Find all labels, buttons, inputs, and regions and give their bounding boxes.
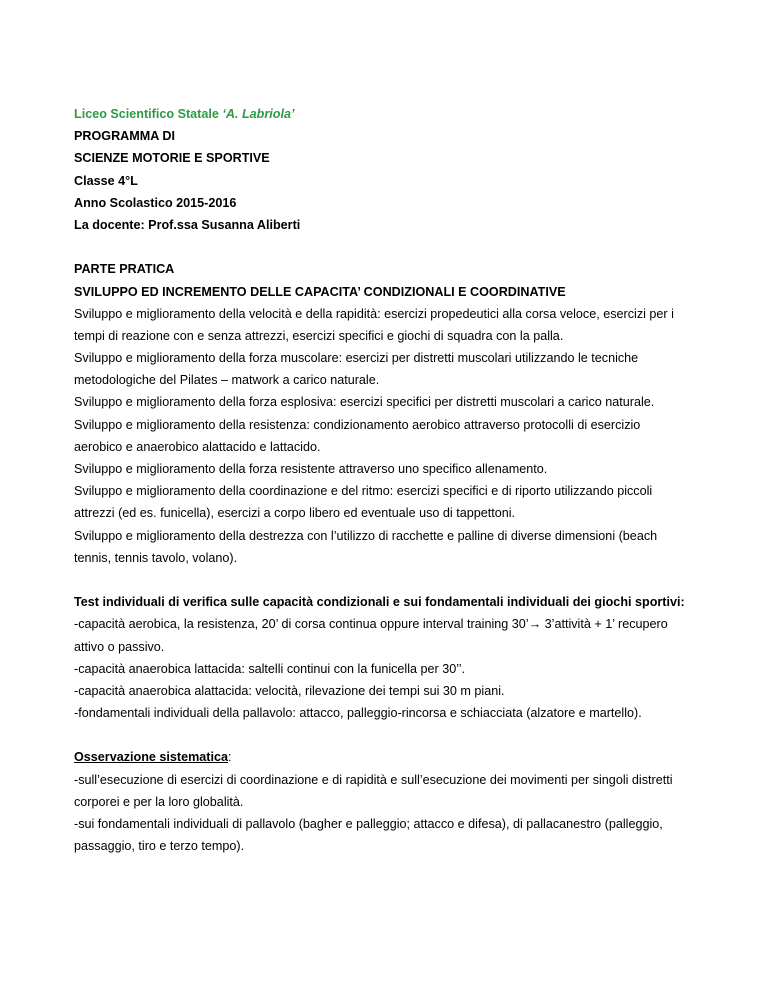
- practical-section-title: PARTE PRATICA: [74, 262, 175, 277]
- practical-line: Sviluppo e miglioramento della coordinazione e del ritmo: esercizi specifici e di riporto utilizzando piccoli: [74, 484, 653, 499]
- program-subject: SCIENZE MOTORIE E SPORTIVE: [74, 151, 270, 166]
- observation-title: Osservazione sistematica: [74, 750, 229, 765]
- practical-line: Sviluppo e miglioramento della forza esplosiva: esercizi specifici per distretti muscolari a carico naturale.: [74, 395, 655, 410]
- observation-line: passaggio, tiro e terzo tempo).: [74, 839, 245, 854]
- school-name: Liceo Scientifico Statale: [74, 107, 219, 121]
- practical-subtitle: SVILUPPO ED INCREMENTO DELLE CAPACITA’ CONDIZIONALI E COORDINATIVE: [74, 284, 566, 299]
- practical-line: Sviluppo e miglioramento della resistenza: condizionamento aerobico attraverso protocolli di esercizio: [74, 417, 641, 432]
- tests-title: Test individuali di verifica sulle capacità condizionali e sui fondamentali individuali dei giochi sportivi:: [74, 595, 685, 610]
- teacher-name: La docente: Prof.ssa Susanna Aliberti: [74, 217, 301, 232]
- school-name-line: [74, 103, 728, 125]
- practical-line: Sviluppo e miglioramento della forza resistente attraverso uno specifico allenamento.: [74, 462, 548, 476]
- tests-line: -fondamentali individuali della pallavolo: attacco, palleggio-rincorsa e schiacciata (alzatore e martello).: [74, 706, 642, 721]
- observation-line: corporei e per la loro globalità.: [74, 794, 244, 809]
- practical-line: Sviluppo e miglioramento della velocità e della rapidità: esercizi propedeutici alla corsa veloce, esercizi per i: [74, 306, 674, 321]
- tests-line: -capacità anaerobica lattacida: saltelli continui con la funicella per 30’’.: [74, 661, 466, 676]
- practical-line: attrezzi (ed es. funicella), esercizi a corpo libero ed eventuale uso di tappettoni.: [74, 506, 516, 521]
- observation-line: -sull’esecuzione di esercizi di coordinazione e di rapidità e sull’esecuzione dei movimenti per singoli distretti: [74, 772, 673, 787]
- tests-line: -capacità aerobica, la resistenza, 20’ di corsa continua oppure interval training 30’→ 3’attività + 1’ recupero: [74, 617, 668, 632]
- observation-title-line: [74, 746, 728, 768]
- observation-colon: :: [228, 750, 232, 765]
- tests-line: attivo o passivo.: [74, 639, 165, 654]
- school-year: Anno Scolastico 2015-2016: [74, 195, 237, 210]
- practical-line: metodologiche del Pilates – matwork a carico naturale.: [74, 373, 380, 388]
- practical-line: tempi di reazione con e senza attrezzi, esercizi specifici e giochi di squadra con la palla.: [74, 328, 564, 343]
- tests-line: -capacità anaerobica alattacida: velocità, rilevazione dei tempi sui 30 m piani.: [74, 683, 505, 698]
- practical-line: aerobico e anaerobico alattacido e lattacido.: [74, 439, 321, 454]
- practical-line: Sviluppo e miglioramento della forza muscolare: esercizi per distretti muscolari utilizzando le tecniche: [74, 351, 639, 366]
- practical-line: tennis, tennis tavolo, volano).: [74, 550, 238, 565]
- observation-line: -sui fondamentali individuali di pallavolo (bagher e palleggio; attacco e difesa), di pallacanestro (palleggio,: [74, 817, 663, 831]
- program-title: PROGRAMMA DI: [74, 129, 175, 144]
- school-named-after: ‘A. Labriola’: [222, 107, 295, 121]
- class-label: Classe 4°L: [74, 173, 138, 188]
- practical-line: Sviluppo e miglioramento della destrezza con l’utilizzo di racchette e palline di diverse dimensioni (beach: [74, 528, 658, 543]
